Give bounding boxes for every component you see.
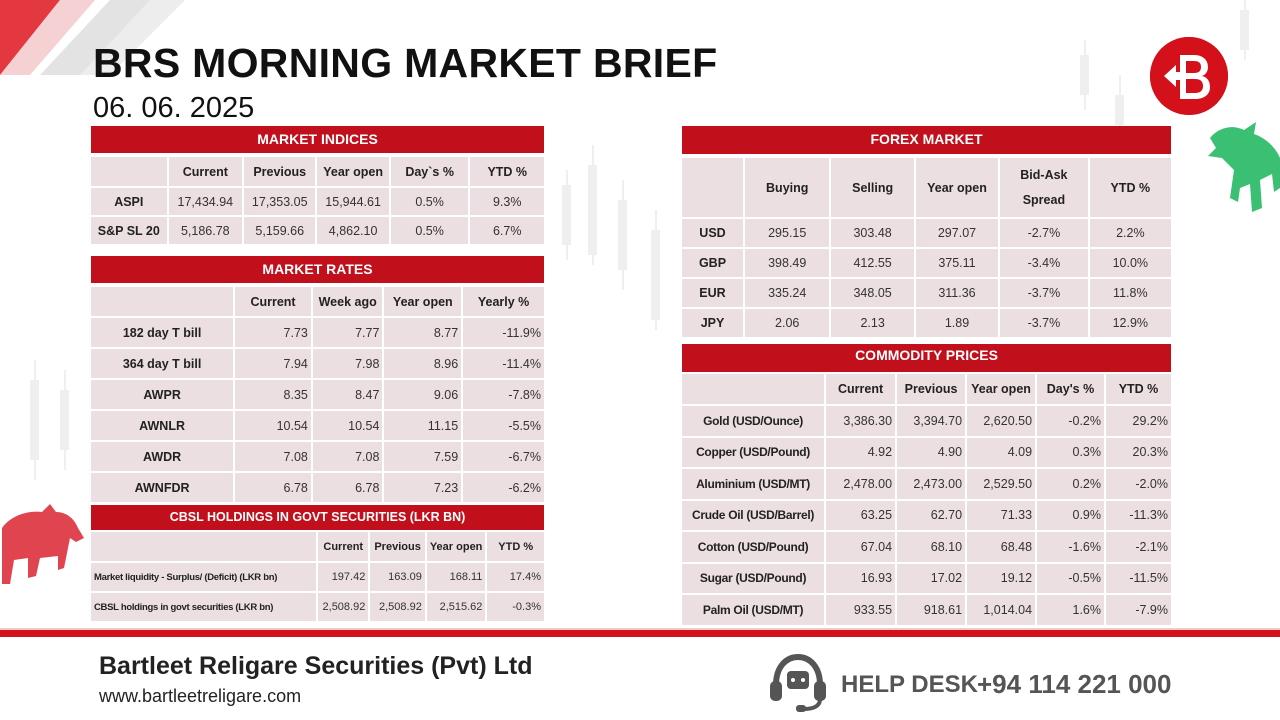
commodity-prices-header: COMMODITY PRICES — [682, 344, 1171, 374]
table-cell: 303.48 — [831, 219, 913, 247]
row-label: Aluminium (USD/MT) — [682, 469, 824, 499]
column-header: Year open — [967, 374, 1035, 404]
column-header: Buying — [745, 158, 829, 217]
row-label: USD — [682, 219, 743, 247]
table-header-row — [91, 157, 544, 186]
table-row — [91, 349, 544, 378]
table-cell: 8.35 — [235, 380, 311, 409]
column-header: Selling — [831, 158, 913, 217]
help-desk-label: HELP DESK — [841, 671, 978, 698]
table-cell: 4,862.10 — [317, 217, 388, 244]
row-label: CBSL holdings in govt securities (LKR bn) — [91, 593, 316, 621]
row-label: EUR — [682, 279, 743, 307]
report-date: 06. 06. 2025 — [93, 92, 255, 124]
column-header: Current — [235, 287, 311, 316]
table-cell: 7.59 — [384, 442, 461, 471]
table-row — [682, 309, 1171, 337]
table-cell: 0.5% — [391, 188, 469, 215]
table-cell: 335.24 — [745, 279, 829, 307]
row-label: JPY — [682, 309, 743, 337]
brand-logo-icon — [1150, 37, 1228, 115]
column-header: Year open — [427, 532, 486, 561]
table-row — [91, 442, 544, 471]
table-cell: 6.78 — [313, 473, 383, 502]
table-cell: 29.2% — [1106, 406, 1171, 436]
table-cell: 1,014.04 — [967, 595, 1035, 625]
column-header: YTD % — [1090, 158, 1171, 217]
table-cell: 5,159.66 — [244, 217, 315, 244]
headset-icon — [766, 651, 830, 713]
table-cell: 2.2% — [1090, 219, 1171, 247]
market-indices-header: MARKET INDICES — [91, 126, 544, 155]
table-cell: 3,394.70 — [897, 406, 965, 436]
cbsl-holdings-header: CBSL HOLDINGS IN GOVT SECURITIES (LKR BN) — [91, 505, 544, 532]
table-cell: 3,386.30 — [826, 406, 895, 436]
table-cell: 17.02 — [897, 564, 965, 594]
row-label: Cotton (USD/Pound) — [682, 532, 824, 562]
forex-market-table — [680, 156, 1173, 339]
table-cell: 918.61 — [897, 595, 965, 625]
header-blank-cell — [682, 374, 824, 404]
row-label: Copper (USD/Pound) — [682, 438, 824, 468]
table-cell: 375.11 — [916, 249, 998, 277]
table-cell: 1.6% — [1037, 595, 1104, 625]
table-cell: 17.4% — [487, 563, 544, 591]
table-cell: -0.2% — [1037, 406, 1104, 436]
column-header: Current — [318, 532, 368, 561]
table-cell: 1.89 — [916, 309, 998, 337]
table-cell: -6.7% — [463, 442, 544, 471]
table-cell: 8.47 — [313, 380, 383, 409]
table-cell: 0.9% — [1037, 501, 1104, 531]
table-cell: 68.10 — [897, 532, 965, 562]
table-cell: 2,478.00 — [826, 469, 895, 499]
table-cell: -1.6% — [1037, 532, 1104, 562]
table-row — [682, 532, 1171, 562]
table-cell: 12.9% — [1090, 309, 1171, 337]
table-cell: 2,508.92 — [370, 593, 424, 621]
table-cell: 9.3% — [470, 188, 544, 215]
table-cell: 168.11 — [427, 563, 486, 591]
table-cell: 11.8% — [1090, 279, 1171, 307]
row-label: Market liquidity - Surplus/ (Deficit) (LKR bn) — [91, 563, 316, 591]
table-row — [91, 563, 544, 591]
table-cell: 7.98 — [313, 349, 383, 378]
table-cell: 67.04 — [826, 532, 895, 562]
table-cell: 5,186.78 — [169, 217, 242, 244]
help-desk-phone[interactable]: +94 114 221 000 — [977, 669, 1172, 699]
table-row — [91, 593, 544, 621]
table-cell: 0.5% — [391, 217, 469, 244]
bear-icon — [0, 498, 86, 590]
row-label: Palm Oil (USD/MT) — [682, 595, 824, 625]
column-header: Current — [826, 374, 895, 404]
row-label: Gold (USD/Ounce) — [682, 406, 824, 436]
table-row — [682, 501, 1171, 531]
table-cell: 7.94 — [235, 349, 311, 378]
row-label: ASPI — [91, 188, 167, 215]
table-cell: 348.05 — [831, 279, 913, 307]
table-header-row — [91, 287, 544, 316]
table-cell: 15,944.61 — [317, 188, 388, 215]
row-label: AWDR — [91, 442, 233, 471]
table-cell: 933.55 — [826, 595, 895, 625]
table-cell: -3.4% — [1000, 249, 1087, 277]
row-label: GBP — [682, 249, 743, 277]
table-row — [91, 411, 544, 440]
column-header: Current — [169, 157, 242, 186]
table-row — [682, 595, 1171, 625]
table-cell: 398.49 — [745, 249, 829, 277]
table-cell: -11.3% — [1106, 501, 1171, 531]
table-cell: 62.70 — [897, 501, 965, 531]
table-cell: 10.54 — [235, 411, 311, 440]
table-row — [682, 438, 1171, 468]
table-cell: 2.13 — [831, 309, 913, 337]
column-header: YTD % — [470, 157, 544, 186]
table-cell: 7.23 — [384, 473, 461, 502]
cbsl-holdings-table — [89, 530, 546, 623]
table-cell: -0.5% — [1037, 564, 1104, 594]
table-cell: 0.2% — [1037, 469, 1104, 499]
table-cell: 2,508.92 — [318, 593, 368, 621]
table-cell: 6.7% — [470, 217, 544, 244]
table-row — [91, 473, 544, 502]
table-cell: 4.92 — [826, 438, 895, 468]
table-cell: 71.33 — [967, 501, 1035, 531]
row-label: 364 day T bill — [91, 349, 233, 378]
table-cell: 19.12 — [967, 564, 1035, 594]
column-header: Bid-Ask Spread — [1000, 158, 1087, 217]
table-cell: 2.06 — [745, 309, 829, 337]
table-cell: 2,529.50 — [967, 469, 1035, 499]
column-header: YTD % — [1106, 374, 1171, 404]
header-blank-cell — [91, 287, 233, 316]
table-cell: -11.5% — [1106, 564, 1171, 594]
column-header: Year open — [916, 158, 998, 217]
table-header-row — [682, 158, 1171, 217]
footer-divider — [0, 630, 1280, 637]
table-cell: 17,434.94 — [169, 188, 242, 215]
table-cell: 4.90 — [897, 438, 965, 468]
column-header: Previous — [897, 374, 965, 404]
table-row — [682, 469, 1171, 499]
table-cell: 2,473.00 — [897, 469, 965, 499]
market-rates-table — [89, 285, 546, 504]
table-cell: 10.0% — [1090, 249, 1171, 277]
column-header: YTD % — [487, 532, 544, 561]
table-cell: 63.25 — [826, 501, 895, 531]
row-label: S&P SL 20 — [91, 217, 167, 244]
table-cell: 6.78 — [235, 473, 311, 502]
header-blank-cell — [91, 157, 167, 186]
table-cell: -3.7% — [1000, 279, 1087, 307]
table-cell: 11.15 — [384, 411, 461, 440]
table-cell: 295.15 — [745, 219, 829, 247]
table-cell: -2.7% — [1000, 219, 1087, 247]
column-header: Day`s % — [391, 157, 469, 186]
table-row — [682, 249, 1171, 277]
column-header: Year open — [317, 157, 388, 186]
row-label: 182 day T bill — [91, 318, 233, 347]
market-indices-table — [89, 155, 546, 246]
table-cell: -6.2% — [463, 473, 544, 502]
table-row — [91, 188, 544, 215]
table-row — [682, 406, 1171, 436]
footer-website-link[interactable]: www.bartleetreligare.com — [99, 686, 302, 706]
table-cell: -2.0% — [1106, 469, 1171, 499]
table-row — [91, 318, 544, 347]
table-cell: -7.8% — [463, 380, 544, 409]
column-header: Year open — [384, 287, 461, 316]
table-cell: -5.5% — [463, 411, 544, 440]
table-cell: 7.08 — [313, 442, 383, 471]
table-cell: 0.3% — [1037, 438, 1104, 468]
table-cell: 7.08 — [235, 442, 311, 471]
commodity-prices-table — [680, 372, 1173, 627]
row-label: AWPR — [91, 380, 233, 409]
row-label: AWNLR — [91, 411, 233, 440]
table-cell: 4.09 — [967, 438, 1035, 468]
table-row — [91, 380, 544, 409]
market-rates-header: MARKET RATES — [91, 256, 544, 285]
table-cell: 16.93 — [826, 564, 895, 594]
table-cell: -11.9% — [463, 318, 544, 347]
table-cell: 20.3% — [1106, 438, 1171, 468]
table-cell: 297.07 — [916, 219, 998, 247]
table-cell: -2.1% — [1106, 532, 1171, 562]
table-cell: 7.73 — [235, 318, 311, 347]
column-header: Previous — [244, 157, 315, 186]
row-label: Crude Oil (USD/Barrel) — [682, 501, 824, 531]
table-cell: 197.42 — [318, 563, 368, 591]
header-blank-cell — [91, 532, 316, 561]
row-label: AWNFDR — [91, 473, 233, 502]
column-header: Yearly % — [463, 287, 544, 316]
table-cell: -7.9% — [1106, 595, 1171, 625]
header-blank-cell — [682, 158, 743, 217]
table-cell: 8.77 — [384, 318, 461, 347]
row-label: Sugar (USD/Pound) — [682, 564, 824, 594]
table-row — [682, 564, 1171, 594]
table-row — [682, 279, 1171, 307]
table-cell: 7.77 — [313, 318, 383, 347]
column-header: Week ago — [313, 287, 383, 316]
table-header-row — [91, 532, 544, 561]
table-cell: 68.48 — [967, 532, 1035, 562]
footer-company-name: Bartleet Religare Securities (Pvt) Ltd — [99, 652, 533, 680]
table-cell: 9.06 — [384, 380, 461, 409]
table-cell: 8.96 — [384, 349, 461, 378]
table-cell: 17,353.05 — [244, 188, 315, 215]
table-cell: -11.4% — [463, 349, 544, 378]
table-cell: 163.09 — [370, 563, 424, 591]
table-cell: 10.54 — [313, 411, 383, 440]
column-header: Previous — [370, 532, 424, 561]
forex-market-header: FOREX MARKET — [682, 126, 1171, 156]
bull-icon — [1204, 118, 1280, 220]
table-cell: 311.36 — [916, 279, 998, 307]
table-row — [91, 217, 544, 244]
table-header-row — [682, 374, 1171, 404]
table-cell: -3.7% — [1000, 309, 1087, 337]
table-row — [682, 219, 1171, 247]
table-cell: -0.3% — [487, 593, 544, 621]
table-cell: 412.55 — [831, 249, 913, 277]
table-cell: 2,515.62 — [427, 593, 486, 621]
page-title: BRS MORNING MARKET BRIEF — [93, 40, 718, 86]
column-header: Day's % — [1037, 374, 1104, 404]
table-cell: 2,620.50 — [967, 406, 1035, 436]
